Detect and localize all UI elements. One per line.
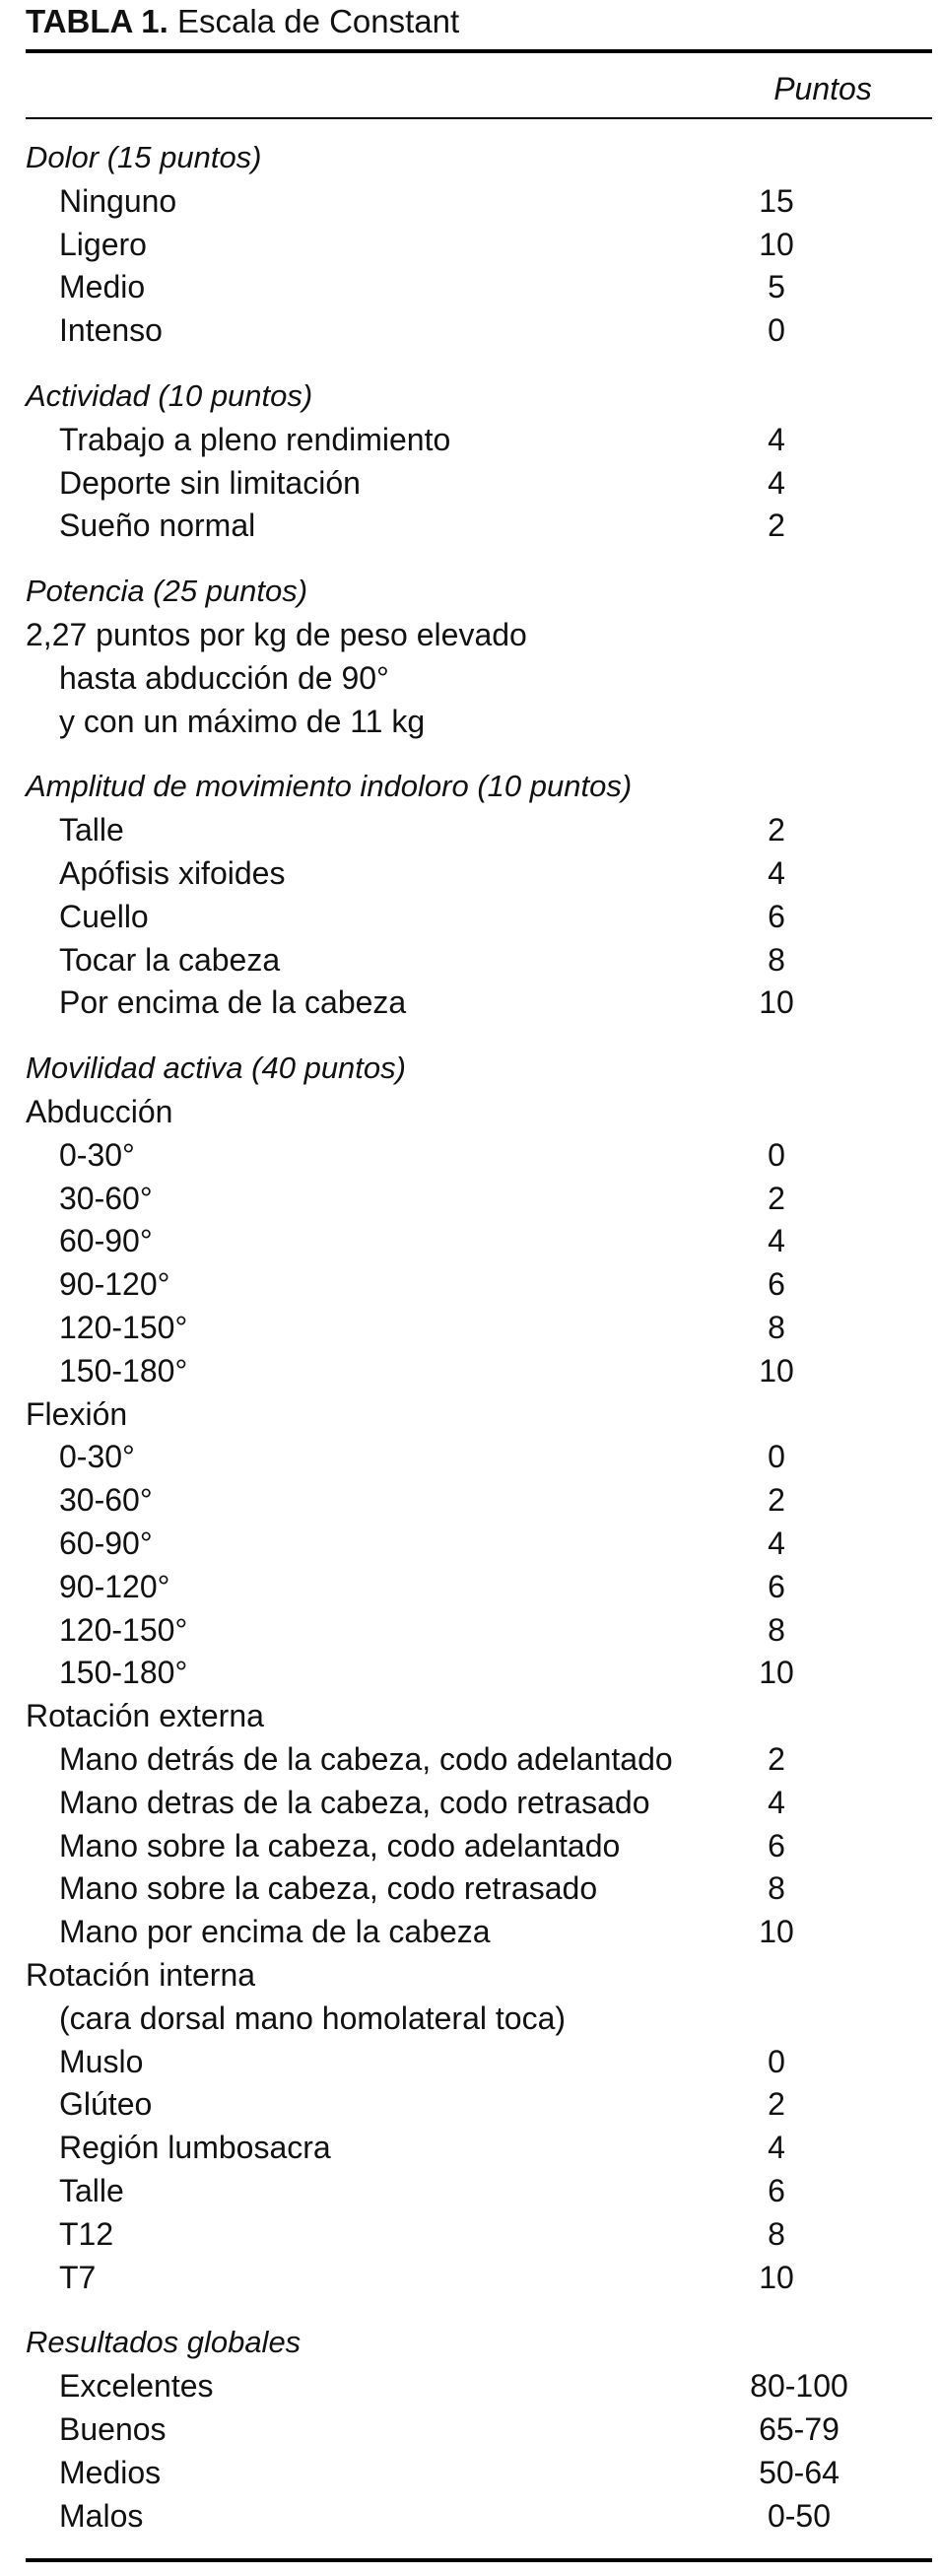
row-label: 30-60°	[59, 1482, 153, 1518]
section-header-row	[0, 765, 940, 808]
row-label: hasta abducción de 90°	[59, 660, 389, 696]
row-points: 2	[768, 1482, 785, 1518]
row-label: Buenos	[59, 2411, 167, 2447]
header-rule	[26, 117, 932, 119]
row-label: (cara dorsal mano homolateral toca)	[59, 2000, 567, 2036]
row-label: Región lumbosacra	[59, 2130, 331, 2165]
row-label: Sueño normal	[59, 508, 256, 543]
section-title: Dolor (15 puntos)	[26, 140, 262, 174]
table-row	[0, 1910, 940, 1953]
row-label: Tocar la cabeza	[59, 942, 281, 978]
row-points: 2	[768, 508, 785, 543]
row-label: 90-120°	[59, 1266, 170, 1302]
row-points: 2	[768, 2086, 785, 2122]
table-row	[0, 223, 940, 266]
row-points: 4	[768, 465, 785, 501]
row-label: 150-180°	[59, 1655, 188, 1690]
row-label: Intenso	[59, 312, 163, 348]
row-label: 0-30°	[59, 1137, 135, 1173]
row-label: Mano detras de la cabeza, codo retrasado	[59, 1785, 650, 1820]
table-row	[0, 613, 940, 656]
section-title: Amplitud de movimiento indoloro (10 puntos)	[26, 769, 633, 803]
row-label: Deporte sin limitación	[59, 465, 361, 501]
row-points: 0	[768, 1137, 785, 1173]
table-row	[0, 1478, 940, 1522]
row-label: 90-120°	[59, 1569, 170, 1604]
row-label: Ninguno	[59, 183, 177, 219]
table-row	[0, 1824, 940, 1867]
row-points: 8	[768, 1612, 785, 1648]
row-label: 30-60°	[59, 1181, 153, 1216]
section-header-row	[0, 136, 940, 179]
row-label: 120-150°	[59, 1612, 188, 1648]
row-label: Rotación interna	[26, 1957, 256, 1993]
row-label: Cuello	[59, 899, 149, 934]
row-points: 0	[768, 1439, 785, 1474]
row-points: 4	[768, 1223, 785, 1258]
row-label: 60-90°	[59, 1525, 153, 1561]
row-label: 0-30°	[59, 1439, 135, 1474]
table-row	[0, 179, 940, 223]
table-row	[0, 1349, 940, 1392]
table-row	[0, 1177, 940, 1220]
row-label: Malos	[59, 2498, 144, 2534]
row-label: Ligero	[59, 227, 147, 262]
row-label: Rotación externa	[26, 1698, 264, 1733]
table-number: TABLA 1.	[26, 3, 168, 39]
row-label: Mano por encima de la cabeza	[59, 1914, 491, 1949]
table-row	[0, 1522, 940, 1565]
section-title: Potencia (25 puntos)	[26, 574, 308, 608]
table-row	[0, 1392, 940, 1436]
row-points: 8	[768, 2216, 785, 2252]
row-points: 6	[768, 899, 785, 934]
row-points: 2	[768, 812, 785, 847]
row-label: T12	[59, 2216, 114, 2252]
table-row	[0, 656, 940, 700]
section-title: Movilidad activa (40 puntos)	[26, 1051, 406, 1085]
table-row	[0, 851, 940, 895]
table-row	[0, 2126, 940, 2169]
row-label: Mano detrás de la cabeza, codo adelantado	[59, 1741, 673, 1777]
row-points: 0	[768, 2044, 785, 2079]
row-points: 80-100	[750, 2368, 848, 2404]
row-points: 10	[759, 227, 794, 262]
table-row	[0, 504, 940, 547]
row-label: 2,27 puntos por kg de peso elevado	[26, 617, 527, 652]
table-row	[0, 2082, 940, 2126]
row-points: 5	[768, 269, 785, 305]
row-points: 8	[768, 1870, 785, 1906]
table-row	[0, 308, 940, 352]
table-row	[0, 1219, 940, 1262]
row-label: 150-180°	[59, 1353, 188, 1389]
row-points: 6	[768, 1569, 785, 1604]
row-points: 6	[768, 1828, 785, 1864]
row-label: Excelentes	[59, 2368, 214, 2404]
table-row	[0, 2407, 940, 2451]
row-points: 4	[768, 2130, 785, 2165]
table-row	[0, 1133, 940, 1177]
row-points: 10	[759, 2260, 794, 2295]
row-label: Medios	[59, 2455, 162, 2490]
table-row	[0, 1953, 940, 1997]
top-rule	[26, 49, 932, 53]
row-points: 50-64	[759, 2455, 839, 2490]
table-row	[0, 1262, 940, 1306]
table-row	[0, 1781, 940, 1824]
points-column-header: Puntos	[773, 71, 872, 106]
row-points: 6	[768, 1266, 785, 1302]
table-row	[0, 938, 940, 982]
row-label: y con un máximo de 11 kg	[59, 704, 426, 739]
row-points: 10	[759, 1655, 794, 1690]
row-label: Apófisis xifoides	[59, 855, 286, 891]
row-points: 2	[768, 1181, 785, 1216]
table-title	[26, 0, 459, 43]
table-row	[0, 1737, 940, 1781]
row-points: 4	[768, 422, 785, 457]
section-header-row	[0, 374, 940, 418]
table-row	[0, 2169, 940, 2212]
table-row	[0, 1565, 940, 1608]
row-points: 8	[768, 942, 785, 978]
section-header-row	[0, 570, 940, 613]
row-points: 4	[768, 1785, 785, 1820]
row-label: 120-150°	[59, 1310, 188, 1345]
table-row	[0, 2040, 940, 2083]
row-label: Flexión	[26, 1396, 128, 1432]
table-row	[0, 1435, 940, 1478]
table-row	[0, 1090, 940, 1133]
row-points: 8	[768, 1310, 785, 1345]
table-row	[0, 418, 940, 461]
row-label: Muslo	[59, 2044, 144, 2079]
row-label: Glúteo	[59, 2086, 153, 2122]
table-row	[0, 700, 940, 743]
section-header-row	[0, 2321, 940, 2364]
row-label: 60-90°	[59, 1223, 153, 1258]
table-row	[0, 1997, 940, 2040]
row-points: 10	[759, 984, 794, 1020]
table-row	[0, 2364, 940, 2407]
row-points: 2	[768, 1741, 785, 1777]
table-row	[0, 1694, 940, 1737]
table-row	[0, 981, 940, 1024]
table-row	[0, 895, 940, 938]
row-points: 65-79	[759, 2411, 839, 2447]
row-points: 6	[768, 2173, 785, 2208]
table-row	[0, 1608, 940, 1652]
row-label: T7	[59, 2260, 97, 2295]
row-points: 10	[759, 1914, 794, 1949]
row-label: Por encima de la cabeza	[59, 984, 407, 1020]
row-label: Mano sobre la cabeza, codo adelantado	[59, 1828, 621, 1864]
section-header-row	[0, 1047, 940, 1090]
row-label: Medio	[59, 269, 146, 305]
row-label: Talle	[59, 2173, 124, 2208]
table-row	[0, 808, 940, 851]
table-row	[0, 2451, 940, 2494]
row-points: 15	[759, 183, 794, 219]
table-row	[0, 461, 940, 505]
row-points: 4	[768, 855, 785, 891]
row-points: 4	[768, 1525, 785, 1561]
row-points: 10	[759, 1353, 794, 1389]
row-label: Trabajo a pleno rendimiento	[59, 422, 451, 457]
table-row	[0, 265, 940, 308]
section-title: Resultados globales	[26, 2325, 302, 2359]
table-row	[0, 2494, 940, 2538]
row-label: Abducción	[26, 1094, 173, 1129]
row-label: Talle	[59, 812, 124, 847]
table-row	[0, 2212, 940, 2256]
table-row	[0, 2256, 940, 2299]
table-row	[0, 1306, 940, 1349]
table-row	[0, 1651, 940, 1694]
section-title: Actividad (10 puntos)	[26, 378, 313, 413]
table-caption: Escala de Constant	[177, 3, 460, 39]
row-label: Mano sobre la cabeza, codo retrasado	[59, 1870, 598, 1906]
row-points: 0-50	[767, 2498, 832, 2534]
row-points: 0	[768, 312, 785, 348]
table-row	[0, 1866, 940, 1910]
bottom-rule	[26, 2558, 932, 2562]
